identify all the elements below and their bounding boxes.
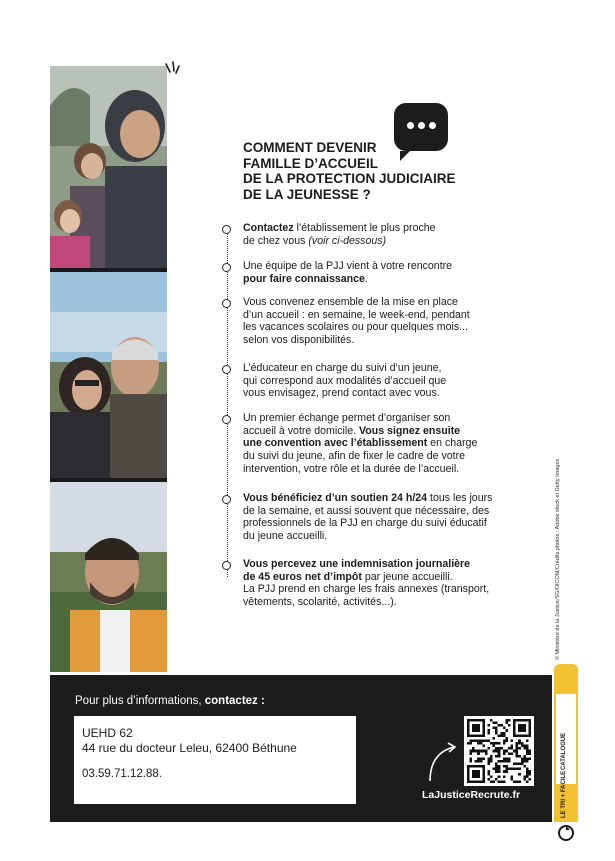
step-text-plain: de chez vous [243, 234, 309, 247]
photo-credit-text: © Ministère de la Justice/SG/DICOM/Crédits photos : Adobe stock et Getty Images [555, 458, 561, 660]
step-text-plain: Un premier échange permet d’organiser son [243, 412, 451, 424]
step-text-bold: une convention avec l’établissement [243, 437, 428, 450]
step-text-italic: (voir ci-dessous) [308, 234, 387, 247]
step-line [243, 222, 533, 235]
step-text-plain: accueil à votre domicile. [243, 424, 359, 437]
step-line [243, 463, 533, 476]
step-text-plain: La PJJ prend en charge les frais annexes (transport, [243, 583, 490, 596]
step-text-plain: L’éducateur en charge du suivi d’un jeune, [243, 362, 442, 374]
step-line [243, 321, 533, 334]
step-text [243, 412, 533, 476]
step-line [243, 571, 533, 584]
step-text-plain: . [364, 272, 368, 285]
step-text-plain: Vous convenez ensemble de la mise en place [243, 296, 458, 308]
step-text-bold: Vous signez ensuite [359, 424, 461, 437]
step-text-plain: du suivi du jeune, afin de fixer le cadre de votre [243, 450, 466, 463]
step-line [243, 273, 533, 286]
photo-credit [555, 380, 565, 660]
qr-code[interactable] [464, 716, 534, 786]
step-text-bold: Contactez [243, 222, 294, 234]
step-line [243, 362, 533, 375]
step-text-plain: tous les jours [427, 492, 493, 504]
step-text-plain: les vacances scolaires ou pour quelques mois... [243, 321, 468, 334]
catalogue-recycling-tag [554, 664, 578, 822]
step-line [243, 505, 533, 518]
photo-man-smiling [50, 482, 167, 672]
footer-intro-bold: contactez : [204, 695, 265, 707]
step-text [243, 296, 533, 347]
step-text-plain: en charge [427, 437, 478, 450]
title-line: FAMILLE D’ACCUEIL [243, 155, 378, 171]
step-line [243, 235, 533, 248]
step-line [243, 412, 533, 425]
step-line [243, 517, 533, 530]
step-text-plain: selon vos disponibilités. [243, 334, 355, 347]
photo-couple-selfie [50, 272, 167, 480]
step-line [243, 596, 533, 609]
step-text [243, 558, 533, 609]
step-line [243, 309, 533, 322]
timeline-dot [222, 415, 231, 424]
step-text [243, 222, 533, 247]
timeline-dot [222, 225, 231, 234]
step-line [243, 450, 533, 463]
step-line [243, 583, 533, 596]
title-line: DE LA JEUNESSE ? [243, 186, 371, 202]
phone-number[interactable]: 03.59.71.12.88. [82, 768, 162, 780]
step-line [243, 375, 533, 388]
page-title [243, 140, 543, 202]
step-text-plain: du jeune accueilli. [243, 530, 328, 543]
step-line [243, 492, 533, 505]
tri-label: LE TRI + FACILE [561, 770, 567, 818]
step-text-bold: pour faire connaissance [243, 272, 365, 285]
step-line [243, 334, 533, 347]
address-box [74, 716, 356, 804]
step-line [243, 530, 533, 543]
step-text-bold: Vous percevez une indemnisation journalière [243, 558, 471, 570]
address-street: 44 rue du docteur Leleu, 62400 Béthune [82, 741, 297, 755]
website-link[interactable]: LaJusticeRecrute.fr [422, 789, 521, 801]
step-text [243, 492, 533, 543]
photo-family-selfie [50, 66, 167, 270]
curved-arrow-icon [424, 739, 460, 785]
step-text-bold: de 45 euros net d’impôt [243, 570, 362, 583]
footer-intro-text: Pour plus d’informations, [75, 695, 205, 707]
timeline-dot [222, 561, 231, 570]
step-text-plain: d’un accueil : en semaine, le week-end, pendant [243, 308, 470, 321]
step-line [243, 260, 533, 273]
step-text-plain: professionnels de la PJJ en charge du suivi éducatif [243, 517, 487, 530]
timeline-dot [222, 365, 231, 374]
step-text-plain: Une équipe de la PJJ vient à votre rencontre [243, 260, 453, 272]
catalogue-label: CATALOGUE [561, 732, 567, 770]
step-text-plain: vous envisagez, prend contact avec vous. [243, 387, 440, 400]
timeline-dot [222, 263, 231, 272]
timeline-line [227, 232, 228, 577]
step-text-plain: vêtements, scolarité, activités...). [243, 596, 397, 609]
step-line [243, 387, 533, 400]
sparkle-icon [163, 58, 187, 78]
step-text-plain: intervention, votre rôle et la durée de l’accueil. [243, 462, 460, 475]
step-text-plain: qui correspond aux modalités d’accueil que [243, 374, 447, 387]
step-line [243, 425, 533, 438]
step-line [243, 437, 533, 450]
timeline-dot [222, 299, 231, 308]
title-line: COMMENT DEVENIR [243, 140, 377, 155]
step-text-bold: Vous bénéficiez d’un soutien 24 h/24 [243, 492, 428, 504]
address-name: UEHD 62 [82, 726, 133, 740]
step-text-plain: l’établissement le plus proche [293, 222, 436, 234]
step-text-plain: de la semaine, et aussi souvent que nécessaire, des [243, 504, 490, 517]
timeline-dot [222, 495, 231, 504]
recycle-icon [556, 824, 576, 842]
step-text [243, 260, 533, 285]
step-line [243, 558, 533, 571]
contact-footer [50, 675, 552, 822]
step-text-plain: par jeune accueilli. [361, 570, 453, 583]
step-line [243, 296, 533, 309]
step-text [243, 362, 533, 400]
title-line: DE LA PROTECTION JUDICIAIRE [243, 171, 456, 187]
footer-intro [75, 695, 265, 707]
